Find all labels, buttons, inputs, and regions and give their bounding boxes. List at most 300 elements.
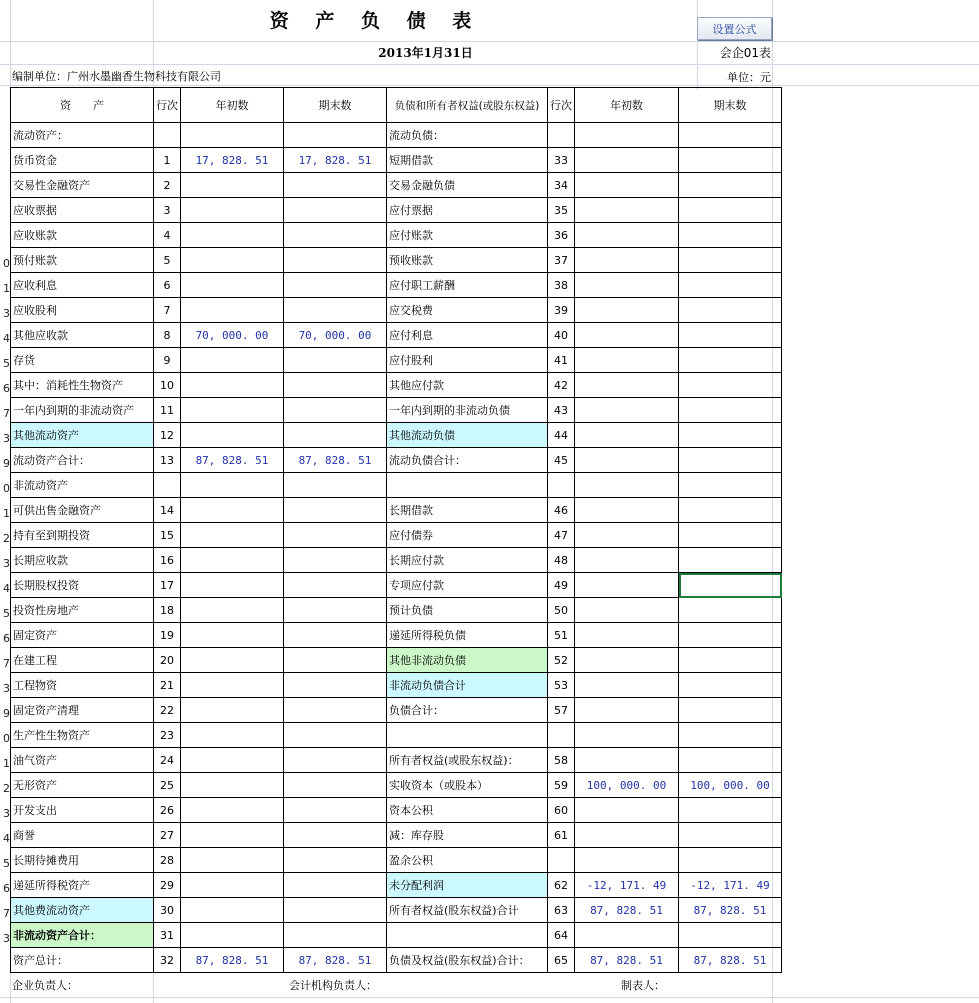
liability-end-balance[interactable] <box>679 298 782 323</box>
asset-end-balance[interactable]: 17, 828. 51 <box>284 148 387 173</box>
liability-item[interactable]: 长期借款 <box>387 498 548 523</box>
liability-end-balance[interactable] <box>679 473 782 498</box>
liability-item[interactable]: 应付票据 <box>387 198 548 223</box>
asset-item[interactable]: 流动资产： <box>11 123 154 148</box>
asset-end-balance[interactable] <box>284 573 387 598</box>
footer-accounting-head: 会计机构负责人： <box>289 979 377 992</box>
asset-end-balance[interactable] <box>284 698 387 723</box>
asset-begin-balance[interactable] <box>181 223 284 248</box>
asset-item[interactable]: 递延所得税资产 <box>11 873 154 898</box>
liability-line-no[interactable] <box>548 848 575 873</box>
liability-line-no[interactable]: 35 <box>548 198 575 223</box>
liability-line-no[interactable]: 40 <box>548 323 575 348</box>
liability-end-balance[interactable] <box>679 223 782 248</box>
liability-end-balance[interactable] <box>679 198 782 223</box>
liability-line-no[interactable]: 47 <box>548 523 575 548</box>
asset-end-balance[interactable] <box>284 423 387 448</box>
liability-end-balance[interactable] <box>679 598 782 623</box>
asset-item[interactable]: 非流动资产合计： <box>11 923 154 948</box>
asset-item[interactable]: 可供出售金融资产 <box>11 498 154 523</box>
asset-item[interactable]: 应收账款 <box>11 223 154 248</box>
asset-begin-balance[interactable] <box>181 473 284 498</box>
header-line-no-2: 行次 <box>548 88 575 123</box>
asset-end-balance[interactable]: 87, 828. 51 <box>284 948 387 973</box>
asset-end-balance[interactable] <box>284 673 387 698</box>
asset-end-balance[interactable] <box>284 748 387 773</box>
liability-item[interactable]: 应交税费 <box>387 298 548 323</box>
row-number: 0 <box>3 257 10 270</box>
asset-line-no[interactable] <box>154 123 181 148</box>
liability-begin-balance[interactable]: 87, 828. 51 <box>575 948 679 973</box>
liability-end-balance[interactable] <box>679 273 782 298</box>
liability-end-balance[interactable] <box>679 848 782 873</box>
table-row <box>11 148 782 173</box>
asset-line-no[interactable]: 25 <box>154 773 181 798</box>
asset-end-balance[interactable] <box>284 648 387 673</box>
liability-begin-balance[interactable] <box>575 748 679 773</box>
asset-line-no[interactable]: 12 <box>154 423 181 448</box>
asset-line-no[interactable]: 29 <box>154 873 181 898</box>
asset-item[interactable]: 固定资产 <box>11 623 154 648</box>
liability-line-no[interactable]: 57 <box>548 698 575 723</box>
liability-item[interactable]: 盈余公积 <box>387 848 548 873</box>
liability-begin-balance[interactable] <box>575 798 679 823</box>
table-row <box>11 273 782 298</box>
row-number: 7 <box>3 657 10 670</box>
row-number: 9 <box>3 457 10 470</box>
liability-item[interactable]: 长期应付款 <box>387 548 548 573</box>
liability-item[interactable]: 流动负债： <box>387 123 548 148</box>
liability-item[interactable]: 其他应付款 <box>387 373 548 398</box>
liability-item[interactable]: 一年内到期的非流动负债 <box>387 398 548 423</box>
liability-end-balance[interactable] <box>679 748 782 773</box>
liability-line-no[interactable]: 46 <box>548 498 575 523</box>
liability-begin-balance[interactable] <box>575 673 679 698</box>
liability-end-balance[interactable] <box>679 123 782 148</box>
liability-item[interactable]: 负债及权益(股东权益)合计： <box>387 948 548 973</box>
liability-end-balance[interactable]: 87, 828. 51 <box>679 948 782 973</box>
asset-item[interactable]: 流动资产合计： <box>11 448 154 473</box>
asset-begin-balance[interactable] <box>181 898 284 923</box>
asset-line-no[interactable]: 9 <box>154 348 181 373</box>
liability-item[interactable]: 应付债券 <box>387 523 548 548</box>
asset-begin-balance[interactable] <box>181 198 284 223</box>
asset-begin-balance[interactable]: 17, 828. 51 <box>181 148 284 173</box>
row-number: 7 <box>3 907 10 920</box>
liability-begin-balance[interactable] <box>575 423 679 448</box>
asset-item[interactable]: 生产性生物资产 <box>11 723 154 748</box>
liability-line-no[interactable]: 49 <box>548 573 575 598</box>
liability-begin-balance[interactable] <box>575 323 679 348</box>
asset-end-balance[interactable] <box>284 123 387 148</box>
liability-line-no[interactable]: 52 <box>548 648 575 673</box>
asset-line-no[interactable]: 22 <box>154 698 181 723</box>
asset-begin-balance[interactable] <box>181 498 284 523</box>
table-row <box>11 873 782 898</box>
asset-begin-balance[interactable] <box>181 248 284 273</box>
asset-begin-balance[interactable] <box>181 648 284 673</box>
asset-end-balance[interactable]: 70, 000. 00 <box>284 323 387 348</box>
liability-line-no[interactable]: 60 <box>548 798 575 823</box>
liability-begin-balance[interactable] <box>575 598 679 623</box>
row-number: 2 <box>3 782 10 795</box>
liability-begin-balance[interactable] <box>575 198 679 223</box>
asset-begin-balance[interactable] <box>181 298 284 323</box>
liability-end-balance[interactable] <box>679 423 782 448</box>
asset-line-no[interactable]: 7 <box>154 298 181 323</box>
liability-begin-balance[interactable] <box>575 448 679 473</box>
asset-begin-balance[interactable] <box>181 748 284 773</box>
liability-line-no[interactable]: 44 <box>548 423 575 448</box>
asset-begin-balance[interactable] <box>181 173 284 198</box>
balance-sheet-table <box>10 87 782 973</box>
liability-line-no[interactable]: 59 <box>548 773 575 798</box>
liability-item[interactable]: 应付利息 <box>387 323 548 348</box>
asset-item[interactable]: 其他费流动资产 <box>11 898 154 923</box>
liability-begin-balance[interactable] <box>575 248 679 273</box>
liability-end-balance[interactable] <box>679 173 782 198</box>
row-number: 4 <box>3 832 10 845</box>
liability-line-no[interactable]: 61 <box>548 823 575 848</box>
liability-item[interactable]: 应付股利 <box>387 348 548 373</box>
asset-begin-balance[interactable] <box>181 723 284 748</box>
liability-begin-balance[interactable] <box>575 548 679 573</box>
row-number: 9 <box>3 707 10 720</box>
table-row <box>11 523 782 548</box>
asset-item[interactable]: 在建工程 <box>11 648 154 673</box>
liability-begin-balance[interactable] <box>575 498 679 523</box>
asset-begin-balance[interactable] <box>181 823 284 848</box>
asset-begin-balance[interactable]: 87, 828. 51 <box>181 948 284 973</box>
asset-item[interactable]: 持有至到期投资 <box>11 523 154 548</box>
liability-begin-balance[interactable] <box>575 573 679 598</box>
asset-item[interactable]: 交易性金融资产 <box>11 173 154 198</box>
asset-begin-balance[interactable] <box>181 673 284 698</box>
asset-begin-balance[interactable] <box>181 923 284 948</box>
liability-begin-balance[interactable] <box>575 298 679 323</box>
asset-end-balance[interactable] <box>284 723 387 748</box>
liability-end-balance[interactable] <box>679 923 782 948</box>
liability-item[interactable]: 未分配利润 <box>387 873 548 898</box>
asset-end-balance[interactable] <box>284 173 387 198</box>
asset-begin-balance[interactable] <box>181 348 284 373</box>
liability-item[interactable]: 应付账款 <box>387 223 548 248</box>
asset-end-balance[interactable] <box>284 498 387 523</box>
liability-line-no[interactable]: 48 <box>548 548 575 573</box>
asset-line-no[interactable]: 5 <box>154 248 181 273</box>
asset-begin-balance[interactable] <box>181 373 284 398</box>
asset-line-no[interactable]: 4 <box>154 223 181 248</box>
asset-line-no[interactable]: 19 <box>154 623 181 648</box>
liability-item[interactable]: 减：库存股 <box>387 823 548 848</box>
footer-preparer: 制表人： <box>621 979 665 992</box>
asset-begin-balance[interactable] <box>181 848 284 873</box>
asset-end-balance[interactable] <box>284 823 387 848</box>
asset-line-no[interactable]: 1 <box>154 148 181 173</box>
liability-end-balance[interactable] <box>679 373 782 398</box>
report-date: 2013年1月31日 <box>378 46 473 60</box>
liability-end-balance[interactable] <box>679 498 782 523</box>
asset-line-no[interactable]: 17 <box>154 573 181 598</box>
asset-item[interactable]: 投资性房地产 <box>11 598 154 623</box>
asset-end-balance[interactable] <box>284 848 387 873</box>
liability-item[interactable]: 递延所得税负债 <box>387 623 548 648</box>
liability-end-balance[interactable] <box>679 648 782 673</box>
asset-end-balance[interactable] <box>284 248 387 273</box>
liability-end-balance[interactable] <box>679 523 782 548</box>
liability-line-no[interactable]: 37 <box>548 248 575 273</box>
asset-line-no[interactable]: 2 <box>154 173 181 198</box>
asset-item[interactable]: 工程物资 <box>11 673 154 698</box>
liability-item[interactable]: 专项应付款 <box>387 573 548 598</box>
liability-line-no[interactable]: 63 <box>548 898 575 923</box>
liability-end-balance[interactable] <box>679 548 782 573</box>
table-row <box>11 198 782 223</box>
asset-item[interactable]: 固定资产清理 <box>11 698 154 723</box>
asset-end-balance[interactable]: 87, 828. 51 <box>284 448 387 473</box>
liability-line-no[interactable]: 50 <box>548 598 575 623</box>
liability-end-balance[interactable]: -12, 171. 49 <box>679 873 782 898</box>
asset-end-balance[interactable] <box>284 298 387 323</box>
asset-item[interactable]: 存货 <box>11 348 154 373</box>
liability-end-balance[interactable]: 87, 828. 51 <box>679 898 782 923</box>
asset-item[interactable]: 一年内到期的非流动资产 <box>11 398 154 423</box>
asset-end-balance[interactable] <box>284 223 387 248</box>
liability-begin-balance[interactable] <box>575 698 679 723</box>
liability-item[interactable]: 其他非流动负债 <box>387 648 548 673</box>
liability-end-balance[interactable] <box>679 798 782 823</box>
liability-item[interactable]: 应付职工薪酬 <box>387 273 548 298</box>
asset-end-balance[interactable] <box>284 898 387 923</box>
liability-line-no[interactable]: 42 <box>548 373 575 398</box>
asset-item[interactable]: 长期股权投资 <box>11 573 154 598</box>
liability-begin-balance[interactable]: -12, 171. 49 <box>575 873 679 898</box>
asset-begin-balance[interactable]: 70, 000. 00 <box>181 323 284 348</box>
asset-begin-balance[interactable] <box>181 873 284 898</box>
asset-line-no[interactable]: 24 <box>154 748 181 773</box>
asset-end-balance[interactable] <box>284 873 387 898</box>
liability-line-no[interactable]: 41 <box>548 348 575 373</box>
row-number: 1 <box>3 282 10 295</box>
liability-item[interactable]: 短期借款 <box>387 148 548 173</box>
asset-line-no[interactable]: 31 <box>154 923 181 948</box>
asset-item[interactable]: 商誉 <box>11 823 154 848</box>
liability-line-no[interactable]: 38 <box>548 273 575 298</box>
asset-line-no[interactable]: 16 <box>154 548 181 573</box>
liability-end-balance[interactable] <box>679 673 782 698</box>
liability-begin-balance[interactable] <box>575 848 679 873</box>
asset-item[interactable]: 其他应收款 <box>11 323 154 348</box>
table-row <box>11 223 782 248</box>
asset-end-balance[interactable] <box>284 773 387 798</box>
liability-line-no[interactable]: 39 <box>548 298 575 323</box>
liability-begin-balance[interactable] <box>575 473 679 498</box>
liability-item[interactable]: 预收账款 <box>387 248 548 273</box>
asset-begin-balance[interactable] <box>181 548 284 573</box>
asset-begin-balance[interactable] <box>181 523 284 548</box>
asset-item[interactable]: 应收票据 <box>11 198 154 223</box>
asset-begin-balance[interactable] <box>181 273 284 298</box>
asset-item[interactable]: 其中：消耗性生物资产 <box>11 373 154 398</box>
liability-line-no[interactable] <box>548 123 575 148</box>
asset-line-no[interactable]: 8 <box>154 323 181 348</box>
liability-item[interactable]: 实收资本（或股本） <box>387 773 548 798</box>
asset-end-balance[interactable] <box>284 548 387 573</box>
liability-end-balance[interactable] <box>679 248 782 273</box>
asset-line-no[interactable]: 28 <box>154 848 181 873</box>
liability-item[interactable]: 非流动负债合计 <box>387 673 548 698</box>
liability-line-no[interactable]: 53 <box>548 673 575 698</box>
liability-begin-balance[interactable] <box>575 723 679 748</box>
liability-item[interactable]: 交易金融负债 <box>387 173 548 198</box>
asset-end-balance[interactable] <box>284 273 387 298</box>
asset-line-no[interactable]: 27 <box>154 823 181 848</box>
asset-line-no[interactable]: 14 <box>154 498 181 523</box>
asset-begin-balance[interactable] <box>181 123 284 148</box>
asset-begin-balance[interactable] <box>181 598 284 623</box>
liability-begin-balance[interactable] <box>575 373 679 398</box>
asset-line-no[interactable]: 26 <box>154 798 181 823</box>
asset-end-balance[interactable] <box>284 473 387 498</box>
liability-begin-balance[interactable] <box>575 623 679 648</box>
asset-end-balance[interactable] <box>284 798 387 823</box>
asset-end-balance[interactable] <box>284 523 387 548</box>
asset-item[interactable]: 应收股利 <box>11 298 154 323</box>
liability-line-no[interactable]: 45 <box>548 448 575 473</box>
liability-item[interactable]: 负债合计： <box>387 698 548 723</box>
table-row <box>11 898 782 923</box>
asset-item[interactable]: 非流动资产 <box>11 473 154 498</box>
liability-line-no[interactable]: 34 <box>548 173 575 198</box>
liability-end-balance[interactable] <box>679 623 782 648</box>
asset-item[interactable]: 无形资产 <box>11 773 154 798</box>
liability-line-no[interactable]: 43 <box>548 398 575 423</box>
asset-line-no[interactable]: 10 <box>154 373 181 398</box>
liability-begin-balance[interactable]: 87, 828. 51 <box>575 898 679 923</box>
liability-end-balance[interactable] <box>679 148 782 173</box>
asset-item[interactable]: 资产总计： <box>11 948 154 973</box>
liability-begin-balance[interactable] <box>575 148 679 173</box>
liability-end-balance[interactable] <box>679 323 782 348</box>
asset-begin-balance[interactable] <box>181 573 284 598</box>
liability-end-balance[interactable] <box>679 698 782 723</box>
asset-line-no[interactable]: 15 <box>154 523 181 548</box>
asset-item[interactable]: 长期应收款 <box>11 548 154 573</box>
liability-end-balance[interactable] <box>679 823 782 848</box>
row-number: 6 <box>3 882 10 895</box>
table-row <box>11 648 782 673</box>
asset-line-no[interactable]: 32 <box>154 948 181 973</box>
liability-begin-balance[interactable] <box>575 223 679 248</box>
liability-begin-balance[interactable] <box>575 823 679 848</box>
asset-line-no[interactable]: 11 <box>154 398 181 423</box>
liability-line-no[interactable]: 58 <box>548 748 575 773</box>
liability-begin-balance[interactable] <box>575 398 679 423</box>
asset-line-no[interactable]: 23 <box>154 723 181 748</box>
table-row <box>11 773 782 798</box>
liability-line-no[interactable] <box>548 473 575 498</box>
liability-begin-balance[interactable] <box>575 648 679 673</box>
liability-item[interactable]: 资本公积 <box>387 798 548 823</box>
asset-begin-balance[interactable] <box>181 798 284 823</box>
liability-item[interactable]: 所有者权益(或股东权益)： <box>387 748 548 773</box>
asset-end-balance[interactable] <box>284 623 387 648</box>
liability-line-no[interactable]: 36 <box>548 223 575 248</box>
asset-item[interactable]: 货币资金 <box>11 148 154 173</box>
row-number: 7 <box>3 407 10 420</box>
row-number: 3 <box>3 807 10 820</box>
asset-item[interactable]: 其他流动资产 <box>11 423 154 448</box>
asset-item[interactable]: 应收利息 <box>11 273 154 298</box>
liability-begin-balance[interactable] <box>575 923 679 948</box>
liability-item[interactable]: 其他流动负债 <box>387 423 548 448</box>
liability-begin-balance[interactable] <box>575 523 679 548</box>
asset-item[interactable]: 预付账款 <box>11 248 154 273</box>
liability-line-no[interactable]: 65 <box>548 948 575 973</box>
liability-line-no[interactable]: 64 <box>548 923 575 948</box>
asset-begin-balance[interactable] <box>181 623 284 648</box>
liability-item[interactable] <box>387 473 548 498</box>
asset-item[interactable]: 开发支出 <box>11 798 154 823</box>
asset-line-no[interactable]: 3 <box>154 198 181 223</box>
asset-end-balance[interactable] <box>284 598 387 623</box>
liability-item[interactable]: 所有者权益(股东权益)合计 <box>387 898 548 923</box>
liability-begin-balance[interactable] <box>575 173 679 198</box>
asset-item[interactable]: 油气资产 <box>11 748 154 773</box>
liability-end-balance[interactable] <box>679 573 782 598</box>
asset-begin-balance[interactable] <box>181 423 284 448</box>
liability-begin-balance[interactable] <box>575 123 679 148</box>
liability-end-balance[interactable] <box>679 348 782 373</box>
asset-end-balance[interactable] <box>284 398 387 423</box>
asset-end-balance[interactable] <box>284 348 387 373</box>
liability-line-no[interactable]: 51 <box>548 623 575 648</box>
asset-line-no[interactable]: 20 <box>154 648 181 673</box>
liability-end-balance[interactable] <box>679 398 782 423</box>
asset-item[interactable]: 长期待摊费用 <box>11 848 154 873</box>
liability-item[interactable]: 预计负债 <box>387 598 548 623</box>
liability-end-balance[interactable] <box>679 448 782 473</box>
asset-line-no[interactable]: 13 <box>154 448 181 473</box>
asset-line-no[interactable]: 30 <box>154 898 181 923</box>
asset-begin-balance[interactable] <box>181 773 284 798</box>
liability-begin-balance[interactable] <box>575 273 679 298</box>
asset-end-balance[interactable] <box>284 923 387 948</box>
asset-end-balance[interactable] <box>284 198 387 223</box>
liability-end-balance[interactable]: 100, 000. 00 <box>679 773 782 798</box>
row-number: 0 <box>3 732 10 745</box>
liability-line-no[interactable] <box>548 723 575 748</box>
asset-line-no[interactable] <box>154 473 181 498</box>
asset-line-no[interactable]: 21 <box>154 673 181 698</box>
liability-begin-balance[interactable] <box>575 348 679 373</box>
liability-item[interactable] <box>387 923 548 948</box>
asset-begin-balance[interactable] <box>181 398 284 423</box>
asset-begin-balance[interactable] <box>181 698 284 723</box>
row-number: 5 <box>3 357 10 370</box>
asset-line-no[interactable]: 18 <box>154 598 181 623</box>
liability-item[interactable] <box>387 723 548 748</box>
liability-line-no[interactable]: 62 <box>548 873 575 898</box>
asset-line-no[interactable]: 6 <box>154 273 181 298</box>
asset-end-balance[interactable] <box>284 373 387 398</box>
liability-line-no[interactable]: 33 <box>548 148 575 173</box>
liability-begin-balance[interactable]: 100, 000. 00 <box>575 773 679 798</box>
set-formula-button[interactable]: 设置公式 <box>697 17 772 40</box>
liability-end-balance[interactable] <box>679 723 782 748</box>
liability-item[interactable]: 流动负债合计： <box>387 448 548 473</box>
asset-begin-balance[interactable]: 87, 828. 51 <box>181 448 284 473</box>
